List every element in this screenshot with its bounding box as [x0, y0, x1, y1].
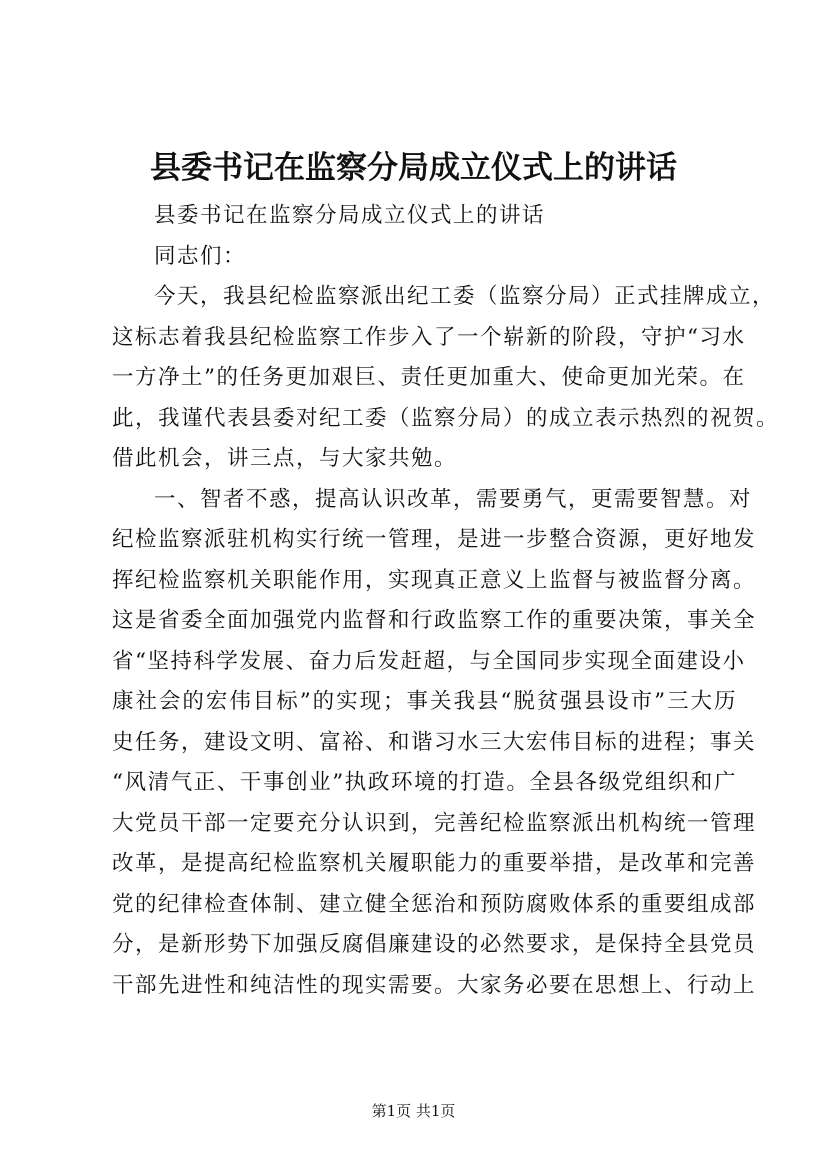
body-line: 党的纪律检查体制、建立健全惩治和预防腐败体系的重要组成部 — [112, 891, 757, 917]
body-line: 省“坚持科学发展、奋力后发赶超，与全国同步实现全面建设小 — [112, 648, 746, 674]
body-line: 纪检监察派驻机构实行统一管理，是进一步整合资源，更好地发 — [112, 527, 757, 552]
body-line: 此，我谨代表县委对纪工委（监察分局）的成立表示热烈的祝贺。 — [112, 405, 780, 431]
body-line: 今天，我县纪检监察派出纪工委（监察分局）正式挂牌成立， — [154, 284, 776, 309]
body-line: 这标志着我县纪检监察工作步入了一个崭新的阶段，守护“习水 — [112, 324, 746, 350]
body-line: 挥纪检监察机关职能作用，实现真正意义上监督与被监督分离。 — [112, 567, 757, 593]
body-line: 县委书记在监察分局成立仪式上的讲话 — [154, 203, 546, 228]
document-body — [112, 196, 780, 1006]
body-line: 同志们： — [154, 243, 247, 269]
body-line: 借此机会，讲三点，与大家共勉。 — [112, 446, 458, 471]
body-line: 一、智者不惑，提高认识改革，需要勇气，更需要智慧。对 — [154, 486, 753, 512]
body-line: 康社会的宏伟目标”的实现；事关我县“脱贫强县设市”三大历 — [112, 689, 737, 714]
body-line: 一方净土”的任务更加艰巨、责任更加重大、使命更加光荣。在 — [112, 365, 746, 390]
document-title: 县委书记在监察分局成立仪式上的讲话 — [150, 150, 677, 186]
body-line: 分，是新形势下加强反腐倡廉建设的必然要求，是保持全县党员 — [112, 932, 757, 957]
body-line: 改革，是提高纪检监察机关履职能力的重要举措，是改革和完善 — [112, 851, 757, 876]
body-line: “风清气正、干事创业”执政环境的打造。全县各级党组织和广 — [112, 770, 737, 795]
body-line: 这是省委全面加强党内监督和行政监察工作的重要决策，事关全 — [112, 608, 757, 633]
body-line: 干部先进性和纯洁性的现实需要。大家务必要在思想上、行动上 — [112, 972, 757, 998]
body-line: 大党员干部一定要充分认识到，完善纪检监察派出机构统一管理 — [112, 810, 757, 836]
body-line: 史任务，建设文明、富裕、和谐习水三大宏伟目标的进程；事关 — [112, 729, 757, 755]
page-footer: 第1页 共1页 — [371, 1102, 456, 1120]
